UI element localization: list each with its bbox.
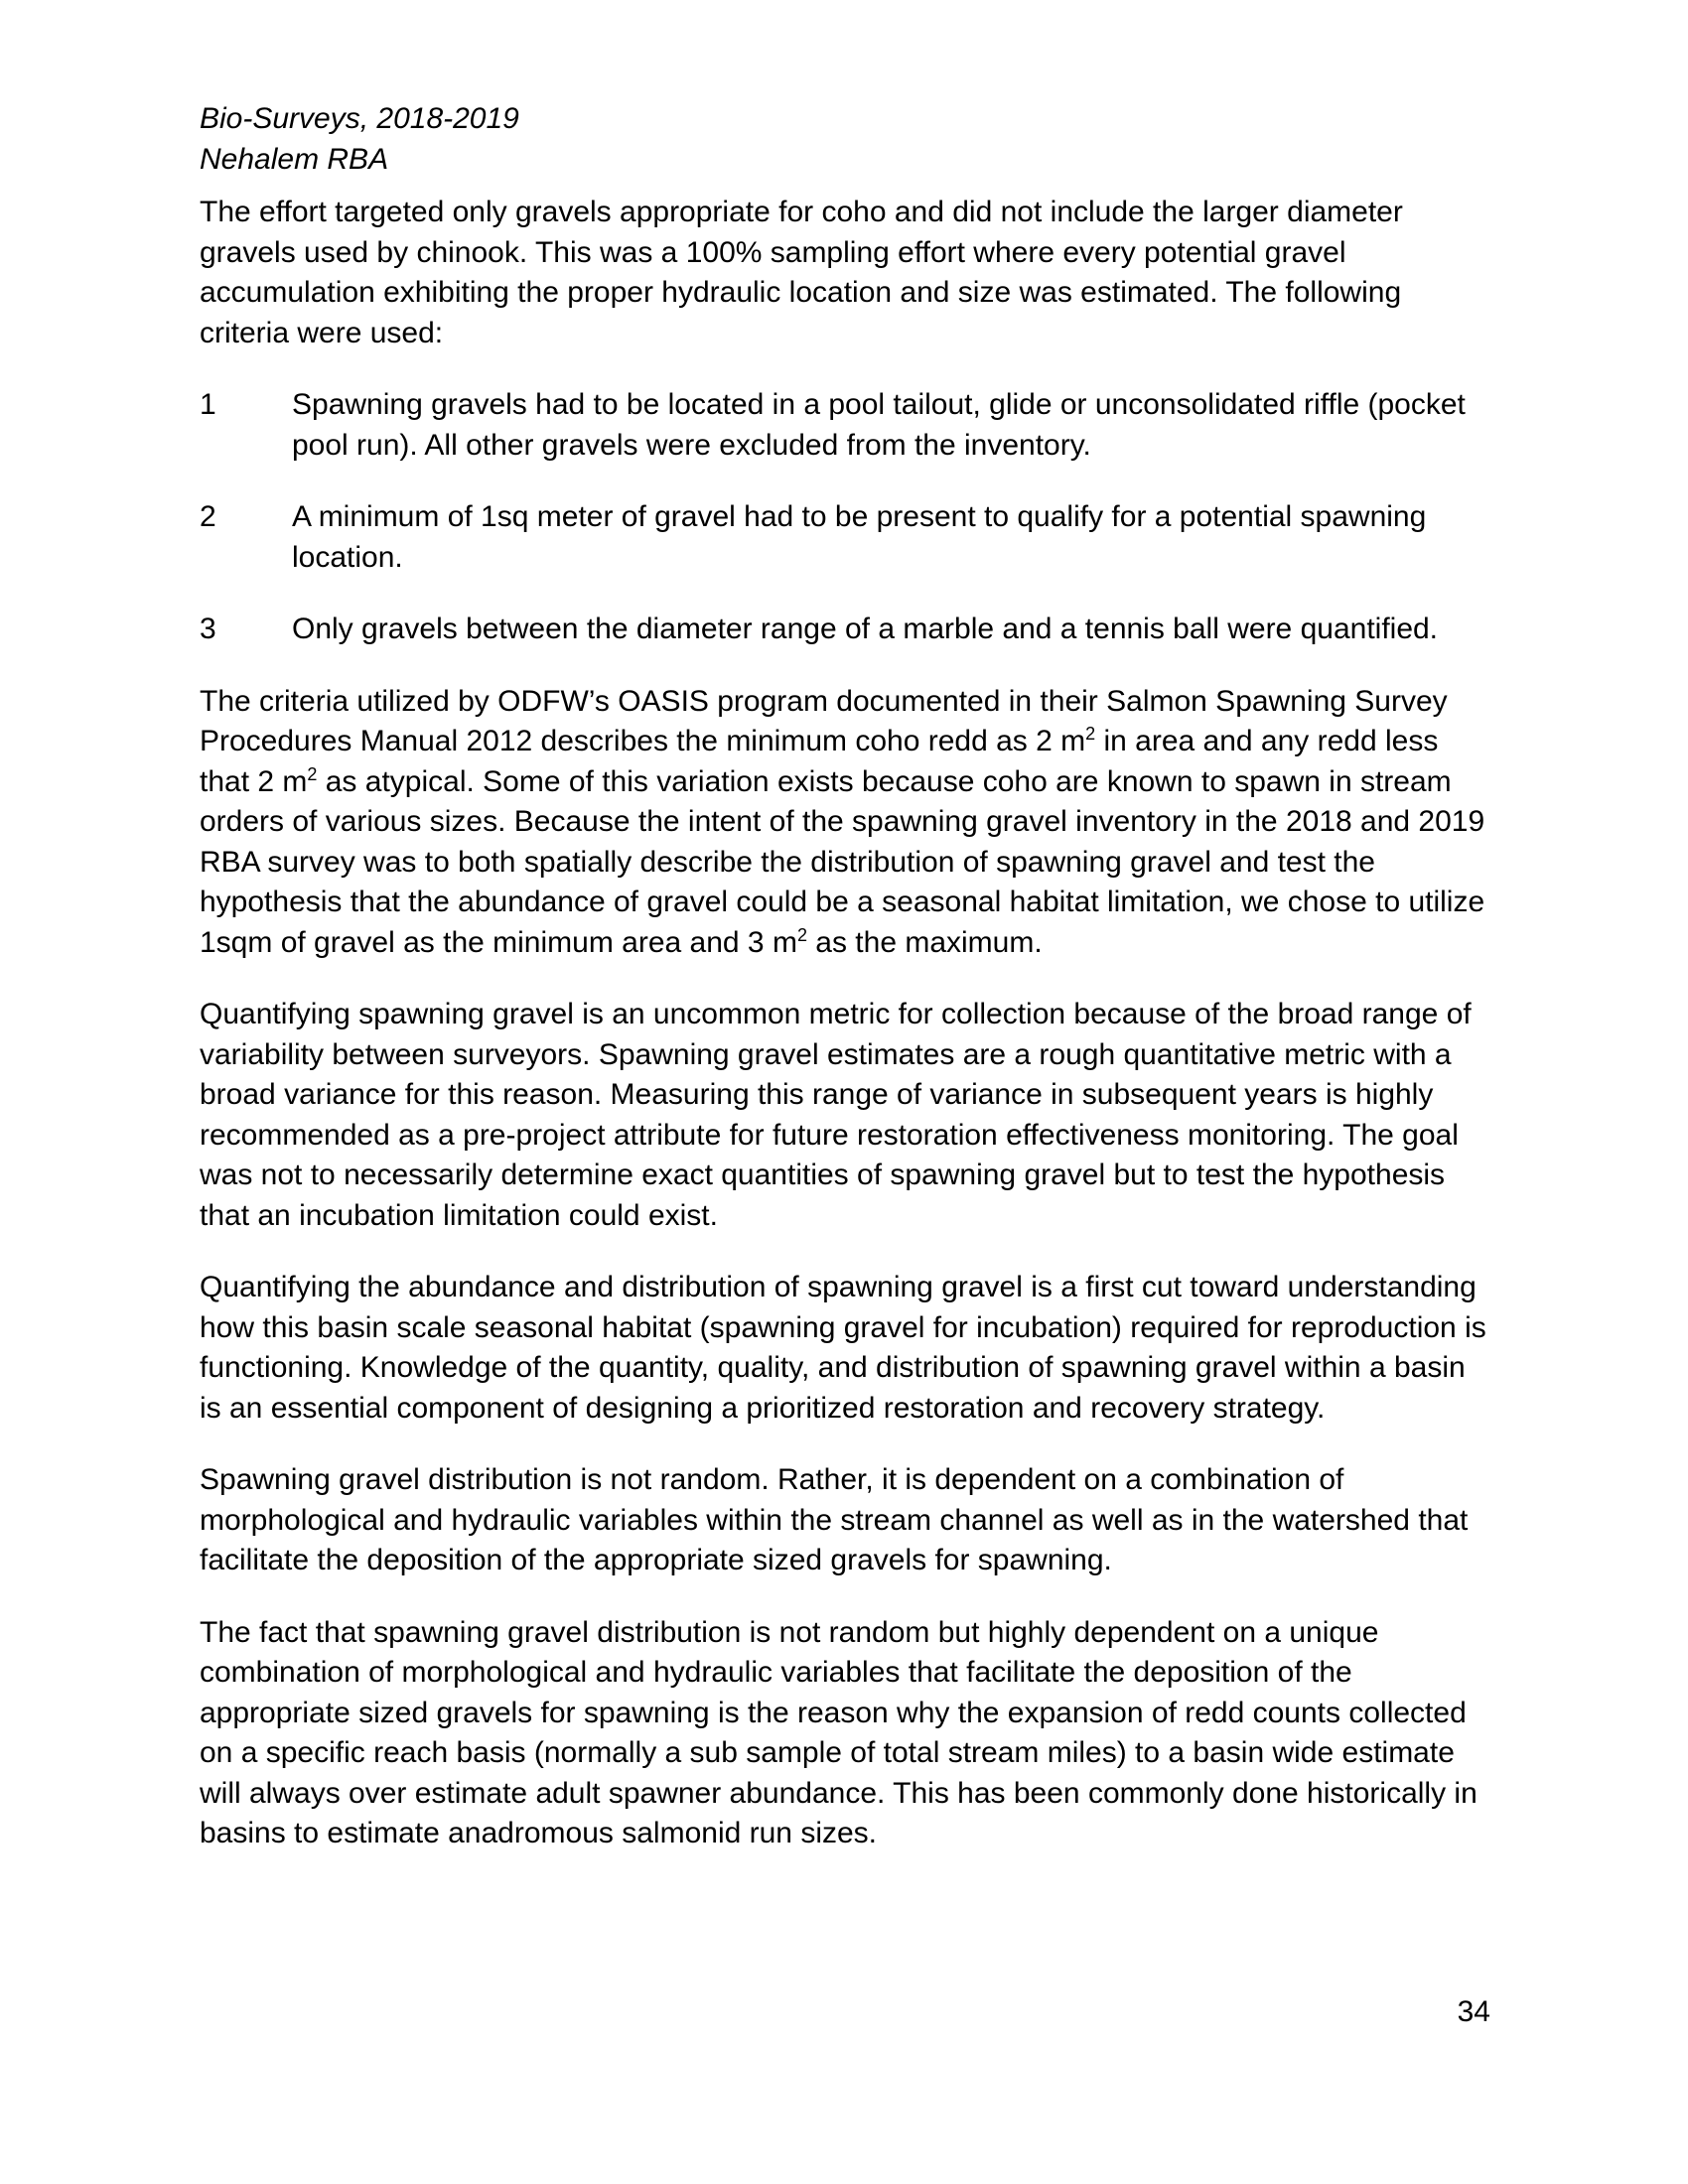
criteria-number: 3 [200, 613, 216, 645]
criteria-number: 2 [200, 500, 216, 533]
criteria-text: Spawning gravels had to be located in a pool tailout, glide or unconsolidated riffle (pocket pool run). All other gravels were excluded from the inventory. [292, 388, 1466, 462]
paragraph-text: as the maximum. [806, 925, 1043, 959]
paragraph-text: The criteria utilized by ODFW’s OASIS program documented in their Salmon Spawning Survey Procedures Manual 2012 describes the minimum coho redd as 2 m [200, 684, 1448, 757]
variance-paragraph: Quantifying spawning gravel is an uncommon metric for collection because of the broad range of variability between surveyors. Spawning gravel estimates are a rough quantitative metric with a broad variance for this reason. Measuring this range of variance in subsequent years is highly recommended as a pre-project attribute for future restoration effectiveness monitoring. The goal was not to necessarily determine exact quantities of spawning gravel but to test the hypothesis that an incubation limitation could exist. [200, 998, 1472, 1232]
superscript: 2 [1085, 724, 1096, 744]
page-number: 34 [1457, 1995, 1490, 2028]
criteria-text: Only gravels between the diameter range of a marble and a tennis ball were quantified. [292, 613, 1439, 645]
document-page [200, 99, 1490, 1886]
header-subtitle: Nehalem RBA [200, 142, 389, 176]
superscript: 2 [307, 763, 318, 784]
distribution-paragraph: Quantifying the abundance and distribution of spawning gravel is a first cut toward understanding how this basin scale seasonal habitat (spawning gravel for incubation) required for reproduction is functioning. Knowledge of the quantity, quality, and distribution of spawning gravel within a basin is an essential component of designing a prioritized restoration and recovery strategy. [200, 1271, 1486, 1425]
intro-paragraph: The effort targeted only gravels appropriate for coho and did not include the larger diameter gravels used by chinook. This was a 100% sampling effort where every potential gravel accumulation exhibiting the proper hydraulic location and size was estimated. The following criteria were used: [200, 196, 1403, 349]
superscript: 2 [796, 924, 807, 945]
paragraph-text: in area and any redd less that 2 m [200, 725, 1439, 798]
criteria-item [200, 497, 1490, 578]
not-random-paragraph: Spawning gravel distribution is not random. Rather, it is dependent on a combination of morphological and hydraulic variables within the stream channel as well as in the watershed that facilitate the deposition of the appropriate sized gravels for spawning. [200, 1463, 1469, 1576]
criteria-text: A minimum of 1sq meter of gravel had to be present to qualify for a potential spawning location. [292, 500, 1427, 574]
criteria-item [200, 610, 1490, 650]
paragraph-text: as atypical. Some of this variation exists because coho are known to spawn in stream orders of various sizes. Because the intent of the spawning gravel inventory in the 2018 and 2019 RBA survey was to both spatially describe the distribution of spawning gravel and test the hypothesis that the abundance of gravel could be a seasonal habitat limitation, we chose to utilize 1sqm of gravel as the minimum area and 3 m [200, 764, 1485, 959]
criteria-item [200, 385, 1490, 466]
criteria-number: 1 [200, 388, 216, 421]
running-header [200, 99, 1490, 180]
criteria-definition-paragraph [200, 682, 1490, 964]
header-title: Bio-Surveys, 2018-2019 [200, 102, 519, 135]
redd-expansion-paragraph: The fact that spawning gravel distribution is not random but highly dependent on a unique combination of morphological and hydraulic variables that facilitate the deposition of the appropriate sized gravels for spawning is the reason why the expansion of redd counts collected on a specific reach basis (normally a sub sample of total stream miles) to a basin wide estimate will always over estimate adult spawner abundance. This has been commonly done historically in basins to estimate anadromous salmonid run sizes. [200, 1615, 1477, 1849]
